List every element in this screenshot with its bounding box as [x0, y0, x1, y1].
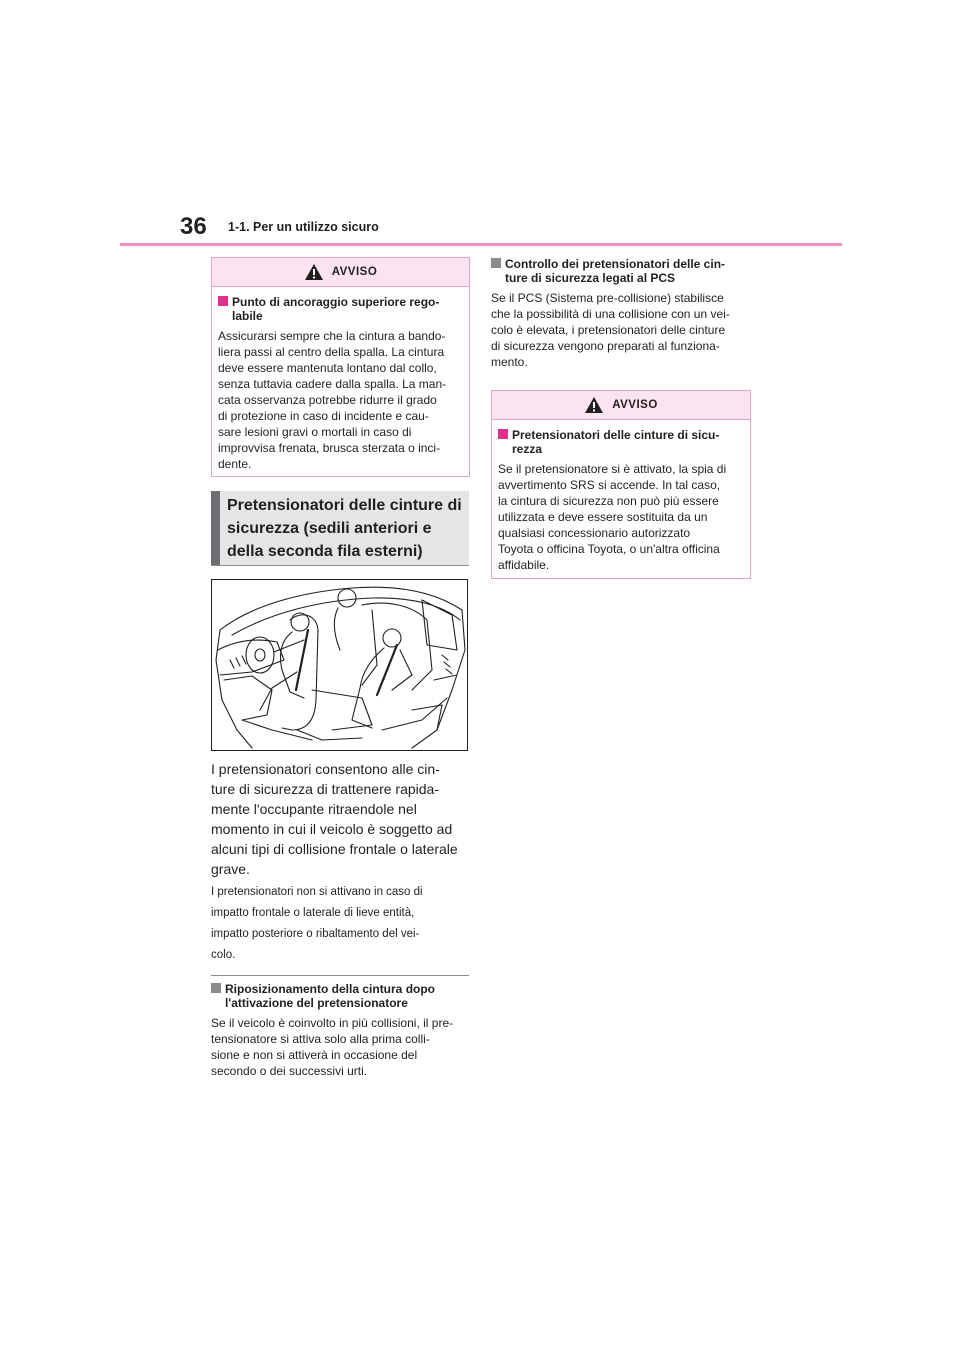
warning-box-anchor — [211, 257, 470, 477]
warning-text: Se il pretensionatore si è attivato, la spia di avvertimento SRS si accende. In tal caso, la cintura di sicurezza non può più essere utilizzata e deve essere sostituita da un qualsiasi concessionario autorizzato Toyota o officina Toyota, o un'altra officina affidabile. — [498, 462, 727, 572]
gray-square-icon — [491, 258, 501, 268]
page-number: 36 — [180, 213, 207, 240]
warning-text: Assicurarsi sempre che la cintura a bando- liera passi al centro della spalla. La cintura deve essere mantenuta lontano dal collo, senza tuttavia cadere dalla spalla. La man- cata osservanza potrebbe ridurre il grado di protezione in caso di incidente e cau- sare lesioni gravi o mortali in caso di improvvisa frenata, brusca sterzata o inci- dente. — [218, 329, 447, 471]
warning-header — [212, 258, 469, 287]
warning-triangle-icon — [584, 396, 604, 414]
pretensioner-illustration — [211, 579, 468, 751]
pcs-heading-text: Controllo dei pretensionatori delle cin- ture di sicurezza legati al PCS — [505, 257, 726, 285]
section-heading-bar — [211, 491, 220, 565]
car-interior-drawing — [212, 580, 467, 750]
warning-title: AVVISO — [331, 266, 378, 278]
pcs-heading — [491, 257, 756, 285]
reposition-text: Se il veicolo è coinvolto in più collisioni, il pre- tensionatore si attiva solo alla prima colli- sione e non si attiverà in occasione del secondo o dei successivi urti. — [211, 1016, 454, 1078]
pink-square-icon — [498, 429, 508, 439]
warning-heading-text: Punto di ancoraggio superiore rego- labile — [232, 295, 440, 323]
reposition-heading — [211, 982, 481, 1010]
divider — [211, 975, 469, 976]
note-paragraph: I pretensionatori non si attivano in caso di impatto frontale o laterale di lieve entità, impatto posteriore o ribaltamento del vei- colo. — [211, 886, 423, 961]
reposition-heading-text: Riposizionamento della cintura dopo l'attivazione del pretensionatore — [225, 982, 436, 1010]
warning-heading — [498, 428, 744, 456]
warning-header — [492, 391, 750, 420]
warning-title: AVVISO — [612, 399, 658, 411]
warning-heading-text: Pretensionatori delle cinture di sicu- rezza — [512, 428, 720, 456]
section-heading-box — [211, 491, 469, 566]
lead-paragraph: I pretensionatori consentono alle cin- ture di sicurezza di trattenere rapida- mente l'occupante ritraendole nel momento in cui il veicolo è soggetto ad alcuni tipi di collisione frontale o laterale grave. — [211, 761, 458, 877]
pink-square-icon — [218, 296, 228, 306]
pcs-text: Se il PCS (Sistema pre-collisione) stabilisce che la possibilità di una collisione con un vei- colo è elevata, i pretensionatori delle cinture di sicurezza vengono preparati al funziona- mento. — [491, 291, 730, 369]
pcs-section — [491, 257, 756, 370]
header-rule — [120, 243, 842, 246]
section-heading: Pretensionatori delle cinture di sicurezza (sedili anteriori e della seconda fila esterni) — [227, 497, 462, 560]
warning-heading — [218, 295, 463, 323]
section-title: 1-1. Per un utilizzo sicuro — [228, 220, 379, 234]
reposition-section — [211, 982, 481, 1079]
warning-triangle-icon — [304, 263, 324, 281]
gray-square-icon — [211, 983, 221, 993]
warning-box-pretensioner — [491, 390, 751, 579]
